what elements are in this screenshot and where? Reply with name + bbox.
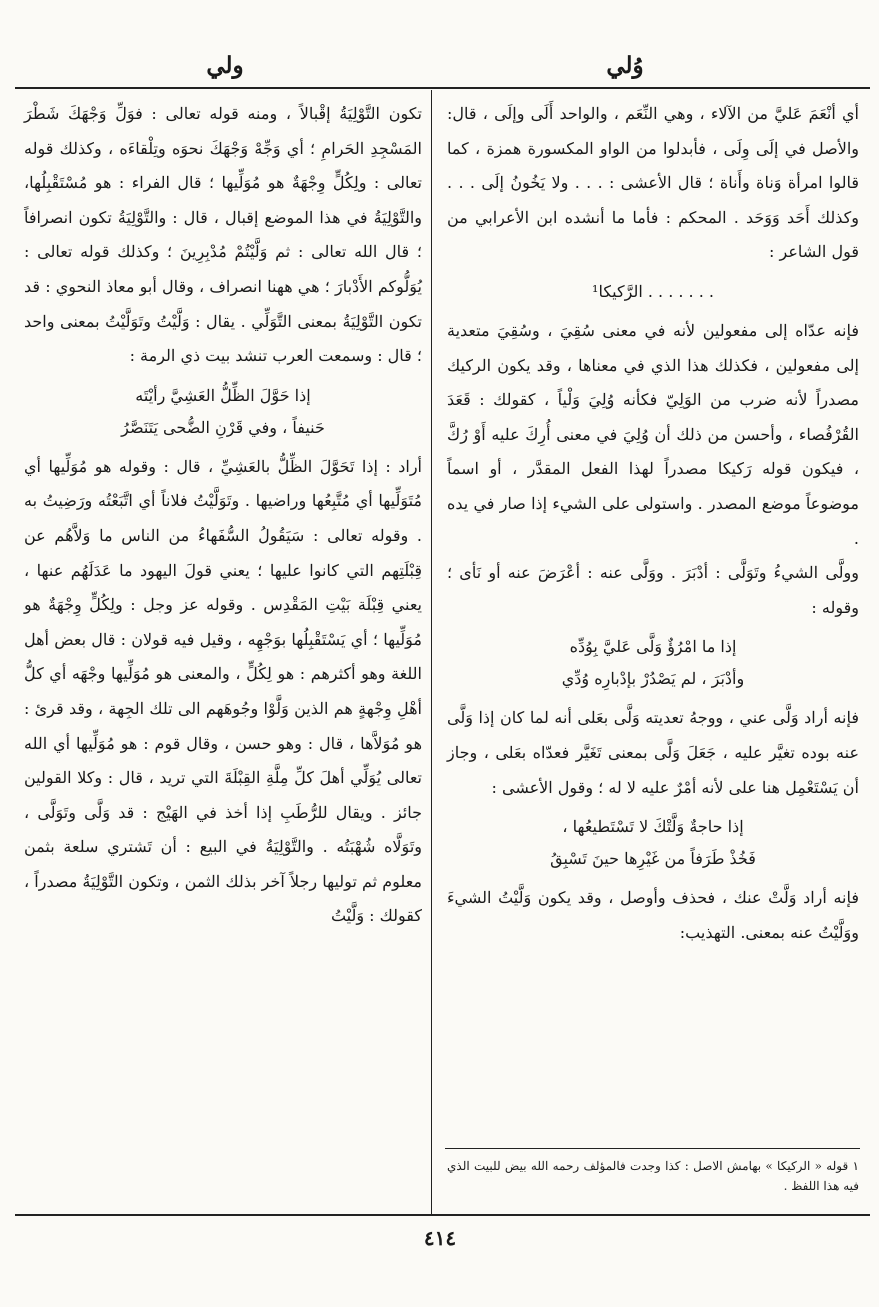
paragraph: أراد : إذا تَحَوَّلَ الظِّلُّ بالعَشِيِّ ، قال : وقوله هو مُوَلِّيها أي مُتَوَلِّيها أي مُتَّبِعُها وراضيها . وتَوَلَّيْتُ فلاناً أي اتَّبَعْتُه ورَضِيتُ به . وقوله تعالى : سَيَقُولُ السُّفَهاءُ من الناس ما وَلاَّهُم عن قِبْلَتِهم التي كانوا عليها ؛ يعني قولَ اليهود ما عَدَلَهُم عنها ، يعني قِبْلَة بَيْتِ المَقْدِس . وقوله عز وجل : ولِكُلٍّ وِجْهَةٌ هو مُوَلِّيها ؛ أي يَسْتَقْبِلُها بوَجْهِه ، وقيل فيه قولان : قال بعض أهل اللغة وهو أكثرهم : هو لِكُلٍّ ، والمعنى هو مُوَلِّيها وجْهَه أي كلُّ أهْلِ وِجْهةٍ هم الذين وَلَّوْا وجُوهَهم الى تلك الجِهة ، وقد قرئ : هو مُوَلاَّها ، قال : وهو حسن ، وقال قوم : هو مُوَلِّيها أي الله تعالى يُوَلِّي أهلَ كلِّ مِلَّةِ القِبْلَةَ التي تريد ، قال : وكلا القولين جائز . ويقال للرُّطَبِ إذا أخذ في الهَيْج : قد وَلَّى وتَوَلَّى ، وتَوَلَّاه شُهْبَتُه . والتَّوْلِيَةُ في البيع : أن تَشتري سلعة بثمن معلوم ثم توليها رجلاً آخر بذلك الثمن ، وتكون التَّوْلِيَةُ مصدراً ، كقولك : وَلَّيْتُ (24, 456, 422, 926)
top-rule (15, 87, 870, 89)
verse (24, 380, 422, 444)
paragraph: تكون التَّوْلِيَةُ إقْبالاً ، ومنه قوله تعالى : فوَلِّ وَجْهَكَ شَطْرَ المَسْجِدِ الحَرامِ ؛ أي وَجِّهْ وَجْهَكَ نحوَه وتِلْقاءَه ، وكذلك قوله تعالى : ولِكُلٍّ وِجْهَةٌ هو مُوَلِّيها ؛ قال الفراء : هو مُسْتَقْبِلُها، والتَّوْلِيَةُ في هذا الموضع إقبال ، قال : والتَّوْلِيَةُ تكون انصرافاً ؛ قال الله تعالى : ثم وَلَّيْتُمْ مُدْبِرِينَ ؛ وكذلك قوله تعالى : يُوَلُّوكم الأَدْبارَ ؛ هي ههنا انصراف ، وقال أبو معاذ النحوي : قد تكون التَّوْلِيَةُ بمعنى التَّوَلِّي . يقال : وَلَّيْتُ وتَوَلَّيْتُ بمعنى واحد ؛ قال : وسمعت العرب تنشد بيت ذي الرمة : (24, 104, 422, 366)
paragraph: وولَّى الشيءُ وتَوَلَّى : أدْبَرَ . ووَلَّى عنه : أعْرَضَ عنه أو نَأى ؛ وقوله : (447, 563, 859, 617)
page-number: ٤١٤ (423, 1226, 457, 1250)
verse-line: وأدْبَرَ ، لم يَصْدُرْ بإدْبارِه وُدِّي (561, 669, 745, 689)
paragraph: فإنه أراد وَلَّتْ عنك ، فحذف وأوصل ، وقد يكون وَلَّيْتُ الشيءَ ووَلَّيْتُ عنه بمعنى. التهذيب: (447, 888, 859, 942)
paragraph: أي أنْعَمَ عَليَّ من الآلاء ، وهي النِّعَم ، والواحد أَلَى وإلَى ، قال: والأصل في إلَى وِلَى ، فأبدلوا من الواو المكسورة همزة ، كما قالوا امرأة وَناة وأَناة ؛ قال الأعشى : . . . ولا يَخُونُ إلَى . . . وكذلك أَحَد وَوَحَد . المحكم : فأما ما أنشده ابن الأعرابي من قول الشاعر : (447, 104, 859, 262)
verse-line: فَخُذْ طَرَفاً من غَيْرِها حينَ تَسْبِقُ (550, 849, 756, 869)
verse (447, 811, 859, 875)
verse-line: إذا حاجةٌ وَلَّتْكَ لا تَسْتَطيعُها ، (562, 817, 744, 837)
verse (447, 276, 859, 308)
column-divider (431, 90, 432, 1215)
header-word-left: ولي (206, 52, 244, 79)
verse-line: . . . . . . . الرَّكيكا¹ (592, 281, 714, 301)
footnote: ١ قوله « الركيكا » بهامش الاصل : كذا وجدت فالمؤلف رحمه الله بيض للبيت الذي فيه هذا اللفظ . (447, 1159, 859, 1193)
verse-line: إذا حَوَّلَ الظِّلُّ العَشِيَّ رأيْتَه (135, 385, 311, 405)
paragraph: فإنه عدّاه إلى مفعولين لأنه في معنى سُقِيَ ، وسُقِيَ متعدية إلى مفعولين ، فكذلك هذا الذي في معناها ، وقد يكون الركيك مصدراً لأنه ضرب من الوَلِيّ فكأنه وُلِيَ وَلْياً ، كقولك : قَعَدَ القُرْفُصاء ، وأحسن من ذلك أن وُلِيَ في معنى أُرِكَ عليه أَوْ رُكَّ ، فيكون قوله رَكيكا مصدراً لهذا الفعل المقدَّر ، أو اسماً موضوعاً موضع المصدر . واستولى على الشيء إذا صار في يده . (447, 320, 859, 548)
bottom-rule (15, 1214, 870, 1216)
left-column (24, 97, 422, 934)
verse-line: حَنيفاً ، وفي قَرْنِ الضُّحى يَتَنَصَّرُ (121, 417, 325, 437)
paragraph: فإنه أراد وَلَّى عني ، ووجهُ تعديته وَلَّى بعَلى أنه لما كان إذا وَلَّى عنه بوده تغيَّر عليه ، جَعَلَ وَلَّى بمعنى تَغَيَّر فعدّاه بعَلى ، وجاز أن يَسْتَعْمِل هنا على لأنه أمْرٌ عليه لا له ؛ وقول الأعشى : (447, 708, 859, 797)
footnote-rule (445, 1148, 860, 1149)
verse (447, 631, 859, 695)
right-column (447, 97, 859, 950)
header-word-right: وُلي (606, 52, 644, 79)
verse-line: إذا ما امْرُؤٌ وَلَّى عَليَّ بِوُدِّه (569, 637, 737, 657)
